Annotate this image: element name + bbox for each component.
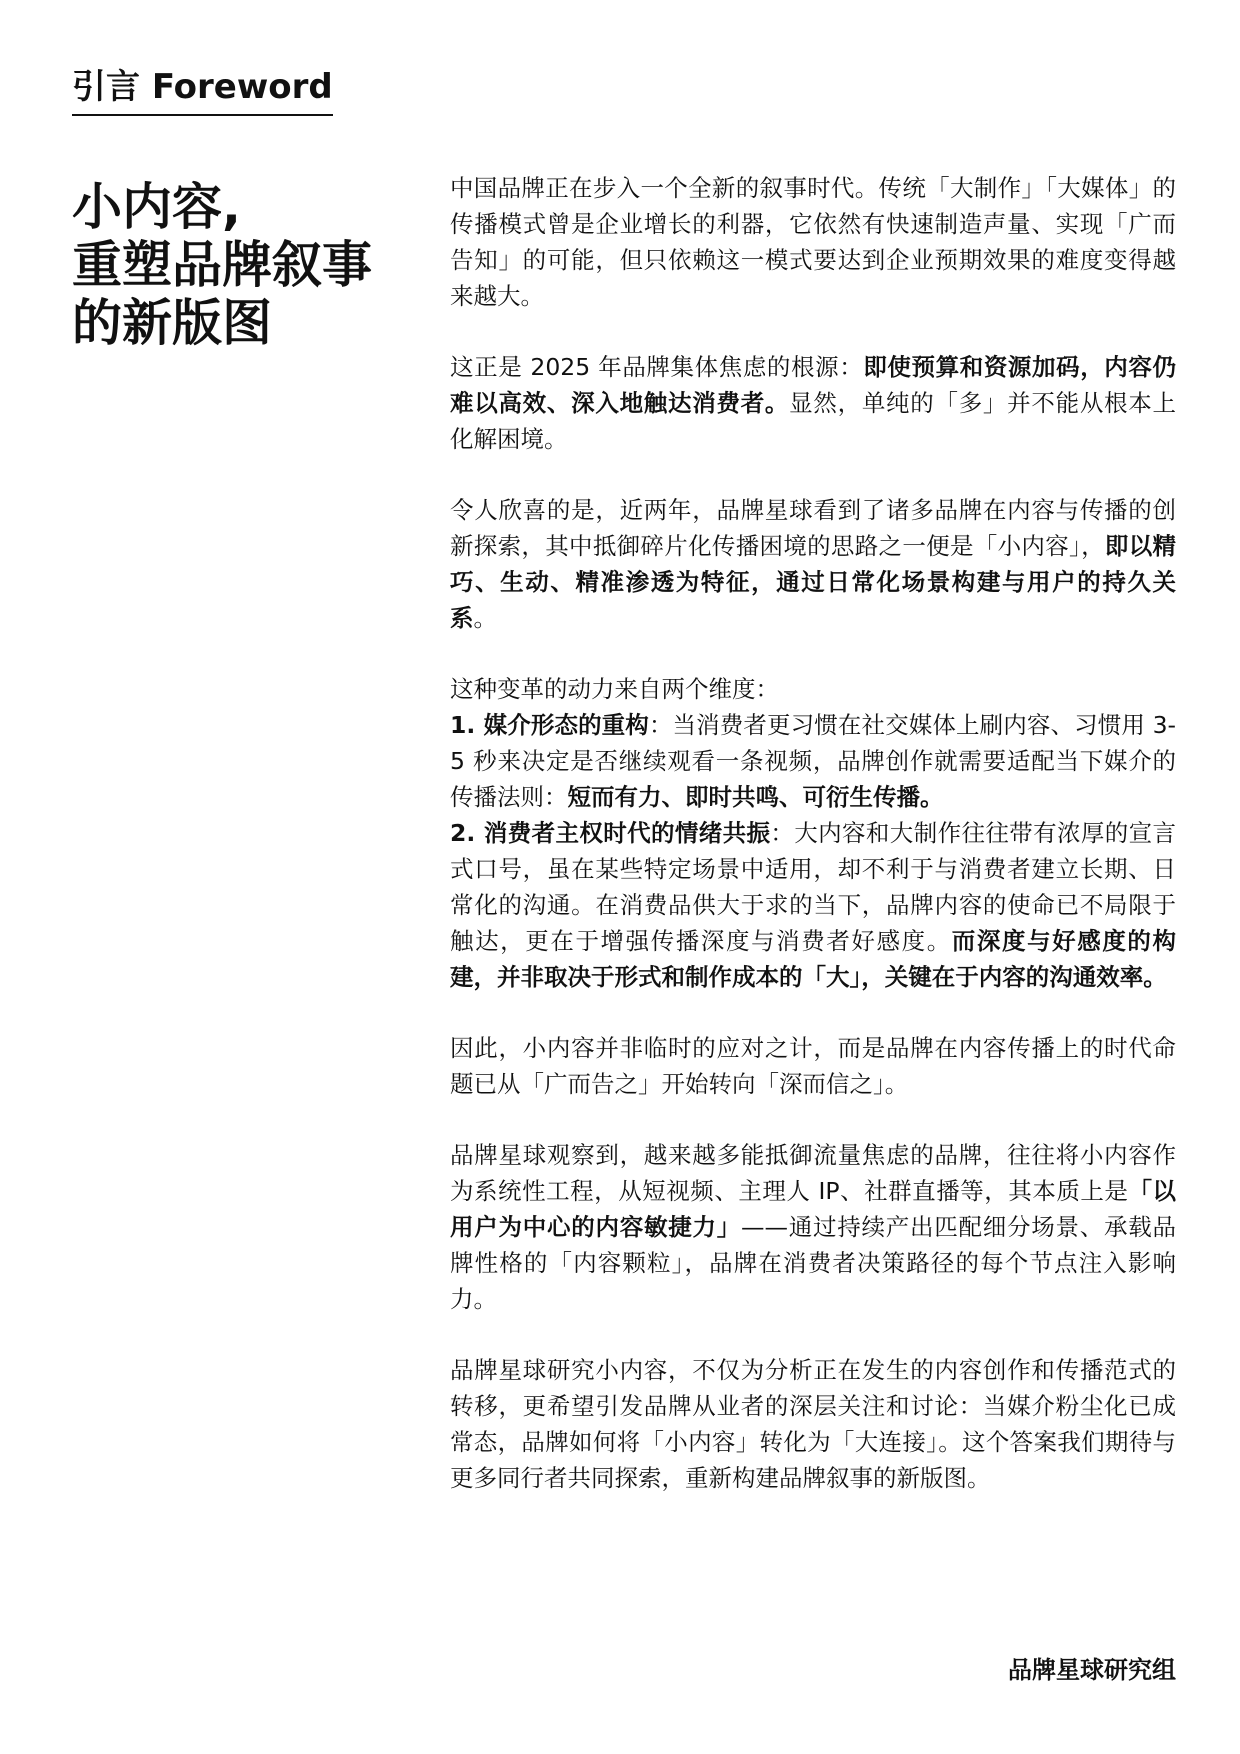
title-line-3: 的新版图 <box>72 294 272 352</box>
list-item-2 <box>450 815 1176 995</box>
p3-text-1: 令人欣喜的是，近两年，品牌星球看到了诸多品牌在内容与传播的创新探索，其中抵御碎片化传播困境的思路之一便是「小内容」， <box>450 496 1176 560</box>
item2-heading: 2. 消费者主权时代的情绪共振 <box>450 819 771 847</box>
page-title <box>72 178 412 352</box>
item2-text: ：大内容和大制作往往带有浓厚的宣言式口号，虽在某些特定场景中适用，却不利于与消费者建立长期、日常化的沟通。在消费品供大于求的当下，品牌内容的使命已不局限于触达，更在于增强传播深度与消费者好感度。 <box>450 819 1176 955</box>
paragraph-7 <box>450 1352 1176 1496</box>
p2-text-2: 显然，单纯的「多」并不能从根本上化解困境。 <box>450 389 1177 453</box>
p3-text-2: 。 <box>473 604 497 632</box>
item2-bold: 而深度与好感度的构建，并非取决于形式和制作成本的「大」，关键在于内容的沟通效率。 <box>450 927 1177 991</box>
p5-text: 因此，小内容并非临时的应对之计，而是品牌在内容传播上的时代命题已从「广而告之」开始转向「深而信之」。 <box>450 1034 1176 1098</box>
title-line-2: 重塑品牌叙事 <box>72 236 372 294</box>
p2-bold: 即使预算和资源加码，内容仍难以高效、深入地触达消费者。 <box>450 353 1177 417</box>
item1-text: ：当消费者更习惯在社交媒体上刷内容、习惯用 3-5 秒来决定是否继续观看一条视频，品牌创作就需要适配当下媒介的传播法则： <box>450 711 1176 811</box>
p2-text-1: 这正是 2025 年品牌集体焦虑的根源： <box>450 353 864 381</box>
item1-bold: 短而有力、即时共鸣、可衍生传播。 <box>567 783 944 811</box>
paragraph-1 <box>450 170 1176 314</box>
author-signature: 品牌星球研究组 <box>1008 1656 1176 1684</box>
item1-heading: 1. 媒介形态的重构 <box>450 711 649 739</box>
p4-intro-text: 这种变革的动力来自两个维度： <box>450 675 779 703</box>
section-label: 引言 Foreword <box>72 62 333 116</box>
body-text <box>450 170 1176 1531</box>
paragraph-2 <box>450 349 1176 457</box>
p1-text: 中国品牌正在步入一个全新的叙事时代。传统「大制作」「大媒体」的传播模式曾是企业增长的利器，它依然有快速制造声量、实现「广而告知」的可能，但只依赖这一模式要达到企业预期效果的难度变得越来越大。 <box>450 174 1176 310</box>
p7-text: 品牌星球研究小内容，不仅为分析正在发生的内容创作和传播范式的转移，更希望引发品牌从业者的深层关注和讨论：当媒介粉尘化已成常态，品牌如何将「小内容」转化为「大连接」。这个答案我们期待与更多同行者共同探索，重新构建品牌叙事的新版图。 <box>450 1356 1176 1492</box>
title-line-1: 小内容, <box>72 178 241 236</box>
p6-bold: 「以用户为中心的内容敏捷力」 <box>450 1177 1176 1241</box>
p6-text-2: ——通过持续产出匹配细分场景、承载品牌性格的「内容颗粒」，品牌在消费者决策路径的每个节点注入影响力。 <box>450 1213 1176 1313</box>
p4-intro <box>450 671 1176 707</box>
paragraph-6 <box>450 1137 1176 1317</box>
p6-text-1: 品牌星球观察到，越来越多能抵御流量焦虑的品牌，往往将小内容作为系统性工程，从短视频、主理人 IP、社群直播等，其本质上是 <box>450 1141 1176 1205</box>
paragraph-4 <box>450 671 1176 995</box>
paragraph-5 <box>450 1030 1176 1102</box>
paragraph-3 <box>450 492 1176 636</box>
p3-bold: 即以精巧、生动、精准渗透为特征，通过日常化场景构建与用户的持久关系 <box>450 532 1177 632</box>
list-item-1 <box>450 707 1176 815</box>
